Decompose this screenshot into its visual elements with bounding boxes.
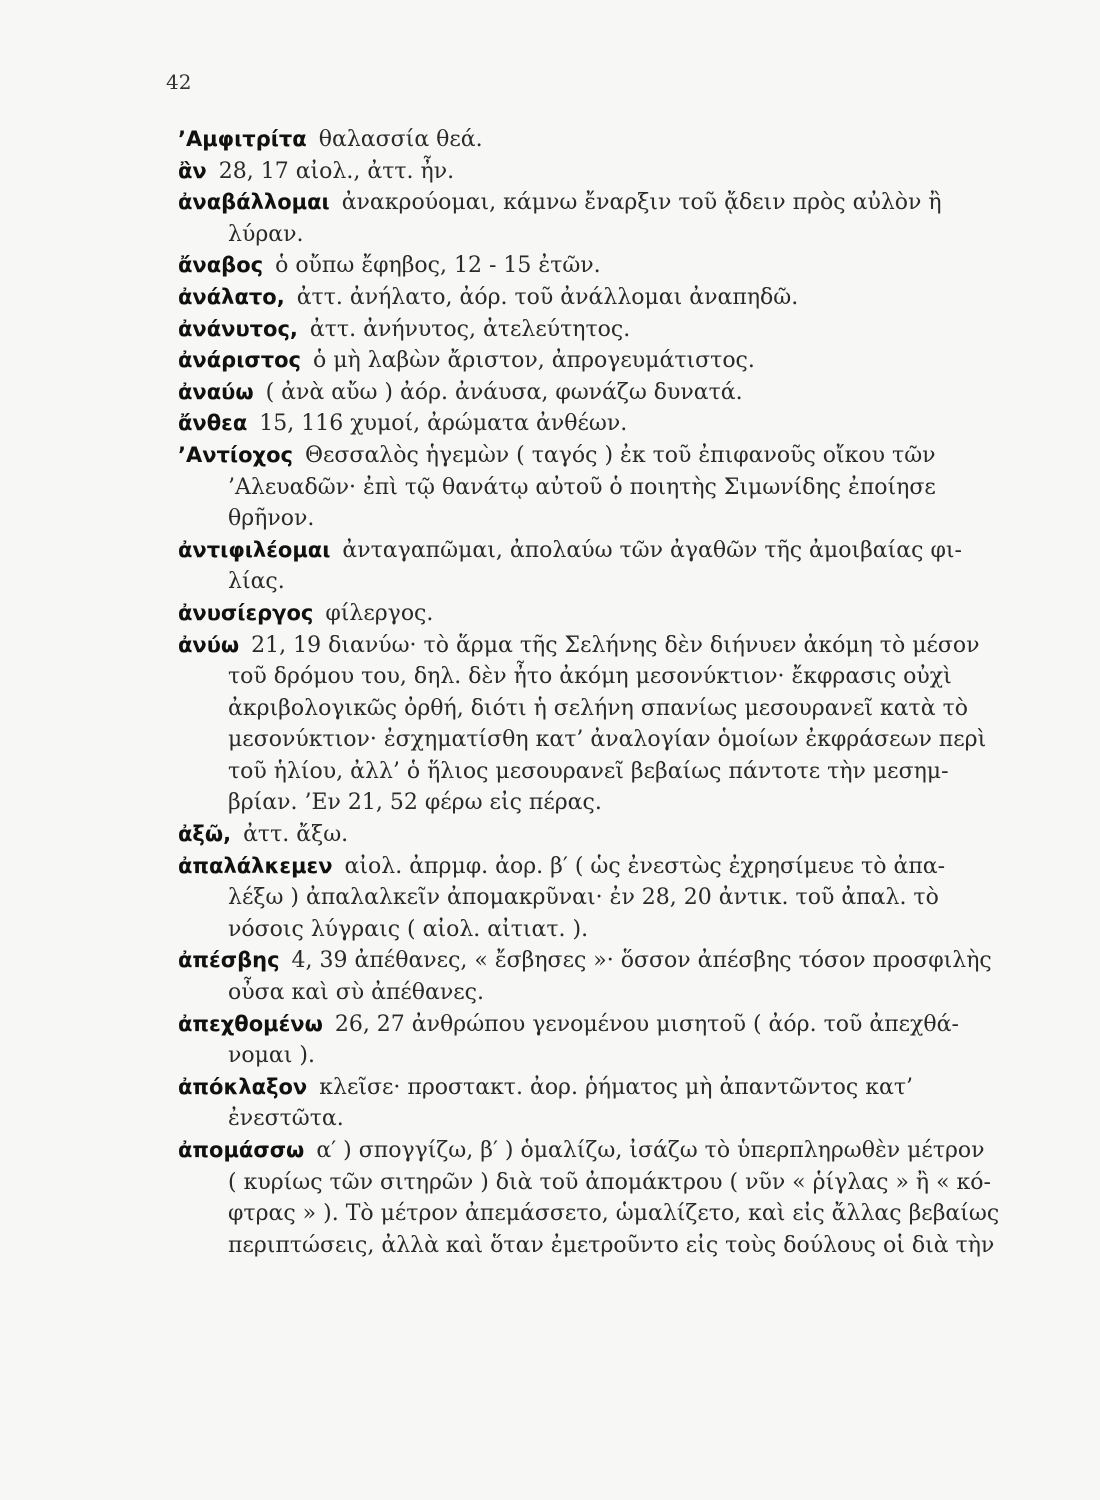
entry-continuation-line <box>178 787 1058 819</box>
entry-first-line <box>178 156 1058 188</box>
entry-first-line <box>178 250 1058 282</box>
glossary-entry <box>178 156 1058 188</box>
headword: ἀναύω <box>178 379 254 404</box>
definition-text: λέξω ) ἀπαλαλκεῖν ἀπομακρῦναι· ἐν 28, 20 ἀντικ. τοῦ ἀπαλ. τὸ <box>228 885 939 911</box>
entry-first-line <box>178 819 1058 851</box>
definition-text: α′ ) σπογγίζω, β′ ) ὁμαλίζω, ἰσάζω τὸ ὑπερπληρωθὲν μέτρον <box>316 1138 985 1163</box>
definition-text: ’Αλευαδῶν· ἐπὶ τῷ θανάτῳ αὐτοῦ ὁ ποιητὴς Σιμωνίδης ἐποίησε <box>228 474 936 500</box>
headword: ἀνάνυτος, <box>178 316 298 341</box>
glossary-entry <box>178 345 1058 377</box>
entry-first-line <box>178 314 1058 346</box>
definition-text: ἀττ. ἀνήλατο, ἀόρ. τοῦ ἀνάλλομαι ἀναπηδῶ. <box>296 284 799 310</box>
headword: ἀνυσίεργος <box>178 600 314 625</box>
definition-text: ἀνακρούομαι, κάμνω ἔναρξιν τοῦ ᾄδειν πρὸς αὐλὸν ἢ <box>341 190 942 216</box>
definition-text: ἀνταγαπῶμαι, ἀπολαύω τῶν ἀγαθῶν τῆς ἀμοιβαίας φι- <box>342 537 962 563</box>
definition-text: ἀττ. ἀνήνυτος, ἀτελεύτητος. <box>309 316 631 342</box>
glossary-entry <box>178 377 1058 409</box>
headword: ἀνύω <box>178 632 240 657</box>
headword: ἀντιφιλέομαι <box>178 537 331 562</box>
headword: ἀπέσβης <box>178 948 280 973</box>
entry-first-line <box>178 598 1058 630</box>
glossary-entry <box>178 314 1058 346</box>
glossary-entry <box>178 1135 1058 1261</box>
glossary-entry <box>178 1009 1058 1072</box>
glossary-entry <box>178 408 1058 440</box>
headword: ἀναβάλλομαι <box>178 190 330 215</box>
page-number: 42 <box>166 70 192 94</box>
definition-text: νομαι ). <box>228 1043 315 1069</box>
headword: ’Αμφιτρίτα <box>178 127 307 151</box>
glossary-entry <box>178 819 1058 851</box>
definition-text: θαλασσία θεά. <box>318 127 483 152</box>
headword: ἀπομάσσω <box>178 1138 305 1162</box>
definition-text: νόσοις λύγραις ( αἰολ. αἰτιατ. ). <box>228 916 589 942</box>
entry-first-line <box>178 377 1058 409</box>
headword: ἄναβος <box>178 253 264 278</box>
entry-continuation-line <box>178 472 1058 504</box>
entry-first-line <box>178 630 1058 662</box>
entry-first-line <box>178 1009 1058 1041</box>
entry-first-line <box>178 282 1058 314</box>
definition-text: ὁ οὔπω ἔφηβος, 12 - 15 ἐτῶν. <box>275 253 601 279</box>
definition-text: περιπτώσεις, ἀλλὰ καὶ ὅταν ἐμετροῦντο εἰς τοὺς δούλους οἱ διὰ τὴν <box>228 1232 995 1258</box>
definition-text: κλεῖσε· προστακτ. ἀορ. ῥήματος μὴ ἀπαντῶντος κατ’ <box>319 1074 913 1100</box>
definition-text: ἐνεστῶτα. <box>228 1106 344 1132</box>
definition-text: οὖσα καὶ σὺ ἀπέθανες. <box>228 980 484 1006</box>
entry-continuation-line <box>178 693 1058 725</box>
entry-first-line <box>178 187 1058 219</box>
entry-continuation-line <box>178 1230 1058 1262</box>
entry-continuation-line <box>178 503 1058 535</box>
entry-first-line <box>178 408 1058 440</box>
entry-first-line <box>178 851 1058 883</box>
definition-text: ( κυρίως τῶν σιτηρῶν ) διὰ τοῦ ἀπομάκτρου ( νῦν « ῥίγλας » ἢ « κό- <box>228 1169 991 1195</box>
entry-continuation-line <box>178 977 1058 1009</box>
headword: ἂν <box>178 158 207 183</box>
entry-continuation-line <box>178 219 1058 251</box>
definition-text: ὁ μὴ λαβὼν ἄριστον, ἀπρογευμάτιστος. <box>313 348 755 374</box>
glossary <box>178 124 1058 1261</box>
headword: ἀνάριστος <box>178 348 302 373</box>
entry-first-line <box>178 1072 1058 1104</box>
definition-text: βρίαν. ’Εν 21, 52 φέρω εἰς πέρας. <box>228 790 602 816</box>
definition-text: 15, 116 χυμοί, ἀρώματα ἀνθέων. <box>259 411 628 437</box>
glossary-entry <box>178 598 1058 630</box>
headword: ἀνάλατο, <box>178 284 285 309</box>
glossary-entry <box>178 187 1058 250</box>
entry-continuation-line <box>178 914 1058 946</box>
definition-text: μεσονύκτιον· ἐσχηματίσθη κατ’ ἀναλογίαν ὁμοίων ἐκφράσεων περὶ <box>228 727 987 753</box>
glossary-entry <box>178 250 1058 282</box>
headword: ἀπαλάλκεμεν <box>178 853 333 878</box>
definition-text: λύραν. <box>228 221 304 247</box>
glossary-entry <box>178 851 1058 946</box>
definition-text: αἰολ. ἀπρμφ. ἀορ. β′ ( ὡς ἐνεστὼς ἐχρησίμευε τὸ ἀπα- <box>344 853 946 879</box>
entry-continuation-line <box>178 1040 1058 1072</box>
headword: ἀξῶ, <box>178 822 232 847</box>
definition-text: 4, 39 ἀπέθανες, « ἔσβησες »· ὅσσον ἀπέσβης τόσον προσφιλὴς <box>291 948 992 974</box>
entry-continuation-line <box>178 566 1058 598</box>
entry-first-line <box>178 440 1058 472</box>
definition-text: φτρας » ). Τὸ μέτρον ἀπεμάσσετο, ὡμαλίζετο, καὶ εἰς ἄλλας βεβαίως <box>228 1201 1000 1227</box>
definition-text: 21, 19 διανύω· τὸ ἅρμα τῆς Σελήνης δὲν διήνυεν ἀκόμη τὸ μέσον <box>251 632 980 658</box>
entry-first-line <box>178 945 1058 977</box>
headword: ἀπεχθομένω <box>178 1011 323 1036</box>
entry-continuation-line <box>178 724 1058 756</box>
definition-text: 28, 17 αἰολ., ἀττ. ἦν. <box>218 158 455 184</box>
entry-continuation-line <box>178 882 1058 914</box>
entry-continuation-line <box>178 756 1058 788</box>
headword: ἀπόκλαξον <box>178 1074 308 1099</box>
definition-text: λίας. <box>228 569 285 595</box>
entry-first-line <box>178 535 1058 567</box>
entry-continuation-line <box>178 661 1058 693</box>
entry-continuation-line <box>178 1198 1058 1230</box>
headword: ἄνθεα <box>178 411 248 436</box>
definition-text: ( ἀνὰ αὔω ) ἀόρ. ἀνάυσα, φωνάζω δυνατά. <box>265 379 743 405</box>
glossary-entry <box>178 124 1058 156</box>
definition-text: ἀκριβολογικῶς ὀρθή, διότι ἡ σελήνη σπανίως μεσουρανεῖ κατὰ τὸ <box>228 695 968 721</box>
glossary-entry <box>178 945 1058 1008</box>
definition-text: 26, 27 ἀνθρώπου γενομένου μισητοῦ ( ἀόρ. τοῦ ἀπεχθά- <box>334 1011 959 1037</box>
definition-text: τοῦ δρόμου του, δηλ. δὲν ἦτο ἀκόμη μεσονύκτιον· ἔκφρασις οὐχὶ <box>228 664 952 690</box>
definition-text: ἀττ. ἄξω. <box>243 822 349 848</box>
glossary-entry <box>178 282 1058 314</box>
glossary-entry <box>178 535 1058 598</box>
entry-continuation-line <box>178 1167 1058 1199</box>
glossary-entry <box>178 1072 1058 1135</box>
definition-text: Θεσσαλὸς ἡγεμὼν ( ταγός ) ἐκ τοῦ ἐπιφανοῦς οἴκου τῶν <box>304 442 936 468</box>
headword: ’Αντίοχος <box>178 442 293 467</box>
entry-first-line <box>178 345 1058 377</box>
definition-text: θρῆνον. <box>228 506 315 532</box>
entry-first-line <box>178 124 1058 156</box>
glossary-entry <box>178 630 1058 820</box>
definition-text: τοῦ ἡλίου, ἀλλ’ ὁ ἥλιος μεσουρανεῖ βεβαίως πάντοτε τὴν μεσημ- <box>228 758 949 784</box>
definition-text: φίλεργος. <box>325 600 434 626</box>
entry-first-line <box>178 1135 1058 1167</box>
entry-continuation-line <box>178 1103 1058 1135</box>
glossary-entry <box>178 440 1058 535</box>
